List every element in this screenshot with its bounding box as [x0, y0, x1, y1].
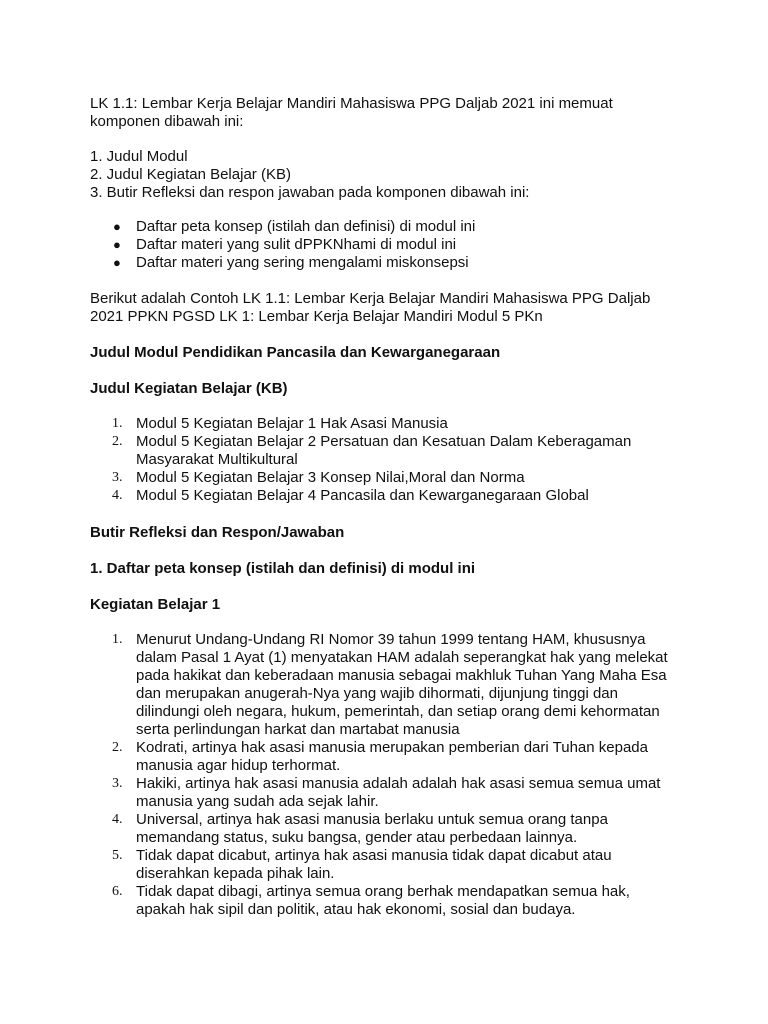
component-item: 1. Judul Modul: [90, 148, 188, 165]
list-item-line: Tidak dapat dicabut, artinya hak asasi manusia tidak dapat dicabut atau: [136, 847, 612, 864]
list-item-line: dilindungi oleh negara, hukum, pemerintah, dan setiap orang demi kehormatan: [136, 703, 660, 720]
list-item-line: Masyarakat Multikultural: [136, 451, 298, 468]
intro-paragraph: [90, 95, 710, 131]
list-item-line: Modul 5 Kegiatan Belajar 2 Persatuan dan Kesatuan Dalam Keberagaman: [136, 433, 632, 450]
component-item: 2. Judul Kegiatan Belajar (KB): [90, 166, 291, 183]
list-item-line: dalam Pasal 1 Ayat (1) menyatakan HAM adalah seperangkat hak yang melekat: [136, 649, 668, 666]
list-item: [90, 883, 710, 919]
bullet-text: Daftar materi yang sulit dPPKNhami di modul ini: [136, 236, 457, 253]
list-item-line: Menurut Undang-Undang RI Nomor 39 tahun 1999 tentang HAM, khususnya: [136, 631, 646, 648]
bullet-text: Daftar peta konsep (istilah dan definisi) di modul ini: [136, 218, 476, 235]
list-item-line: dan merupakan anugerah-Nya yang wajib dihormati, dijunjung tinggi dan: [136, 685, 618, 702]
components-list: [90, 148, 710, 202]
list-item-line: pada hakikat dan keberadaan manusia sebagai makhluk Tuhan Yang Maha Esa: [136, 667, 667, 684]
list-item: [90, 236, 710, 254]
kb1-list: [90, 631, 710, 919]
list-number: 3.: [112, 776, 123, 791]
list-item-line: serta perlindungan harkat dan martabat manusia: [136, 721, 460, 738]
list-number: 1.: [112, 632, 123, 647]
list-item: [90, 254, 710, 272]
heading-judul-modul: Judul Modul Pendidikan Pancasila dan Kewarganegaraan: [90, 344, 501, 361]
list-item-line: diserahkan kepada pihak lain.: [136, 865, 335, 882]
list-number: 2.: [112, 434, 123, 449]
intro-line: LK 1.1: Lembar Kerja Belajar Mandiri Mahasiswa PPG Daljab 2021 ini memuat: [90, 95, 613, 112]
list-item: [90, 775, 710, 811]
kb-list: [90, 415, 710, 505]
bullet-icon: ●: [113, 255, 121, 270]
bullet-icon: ●: [113, 219, 121, 234]
list-item-line: Hakiki, artinya hak asasi manusia adalah adalah hak asasi semua semua umat: [136, 775, 661, 792]
list-item-line: apakah hak sipil dan politik, atau hak ekonomi, sosial dan budaya.: [136, 901, 576, 918]
list-item-line: Tidak dapat dibagi, artinya semua orang berhak mendapatkan semua hak,: [136, 883, 630, 900]
list-item-line: Universal, artinya hak asasi manusia berlaku untuk semua orang tanpa: [136, 811, 608, 828]
heading-kegiatan-belajar-1: Kegiatan Belajar 1: [90, 596, 221, 613]
list-item: [90, 469, 710, 487]
list-item: [90, 415, 710, 433]
list-number: 5.: [112, 848, 123, 863]
list-number: 2.: [112, 740, 123, 755]
intro-line: komponen dibawah ini:: [90, 113, 244, 130]
heading-butir-refleksi: Butir Refleksi dan Respon/Jawaban: [90, 524, 345, 541]
list-item: [90, 811, 710, 847]
list-number: 3.: [112, 470, 123, 485]
list-item: [90, 739, 710, 775]
list-item: [90, 631, 710, 739]
list-item-line: manusia agar hidup terhormat.: [136, 757, 341, 774]
list-item-line: Modul 5 Kegiatan Belajar 1 Hak Asasi Manusia: [136, 415, 448, 432]
list-item-line: Kodrati, artinya hak asasi manusia merupakan pemberian dari Tuhan kepada: [136, 739, 648, 756]
list-item: [90, 847, 710, 883]
list-item-line: manusia yang sudah ada sejak lahir.: [136, 793, 379, 810]
list-item: [90, 218, 710, 236]
list-item-line: Modul 5 Kegiatan Belajar 3 Konsep Nilai,Moral dan Norma: [136, 469, 525, 486]
example-line: Berikut adalah Contoh LK 1.1: Lembar Kerja Belajar Mandiri Mahasiswa PPG Daljab: [90, 290, 651, 307]
bullet-text: Daftar materi yang sering mengalami miskonsepsi: [136, 254, 469, 271]
heading-judul-kb: Judul Kegiatan Belajar (KB): [90, 380, 288, 397]
list-number: 4.: [112, 812, 123, 827]
bullet-icon: ●: [113, 237, 121, 252]
list-item-line: memandang status, suku bangsa, gender atau perbedaan lainnya.: [136, 829, 578, 846]
heading-peta-konsep: 1. Daftar peta konsep (istilah dan definisi) di modul ini: [90, 560, 476, 577]
list-number: 6.: [112, 884, 123, 899]
example-paragraph: [90, 290, 710, 326]
example-line: 2021 PPKN PGSD LK 1: Lembar Kerja Belajar Mandiri Modul 5 PKn: [90, 308, 543, 325]
list-item: [90, 433, 710, 469]
bullet-list: [90, 218, 710, 272]
list-number: 4.: [112, 488, 123, 503]
list-item-line: Modul 5 Kegiatan Belajar 4 Pancasila dan Kewarganegaraan Global: [136, 487, 589, 504]
component-item: 3. Butir Refleksi dan respon jawaban pada komponen dibawah ini:: [90, 184, 530, 201]
list-item: [90, 487, 710, 505]
list-number: 1.: [112, 416, 123, 431]
